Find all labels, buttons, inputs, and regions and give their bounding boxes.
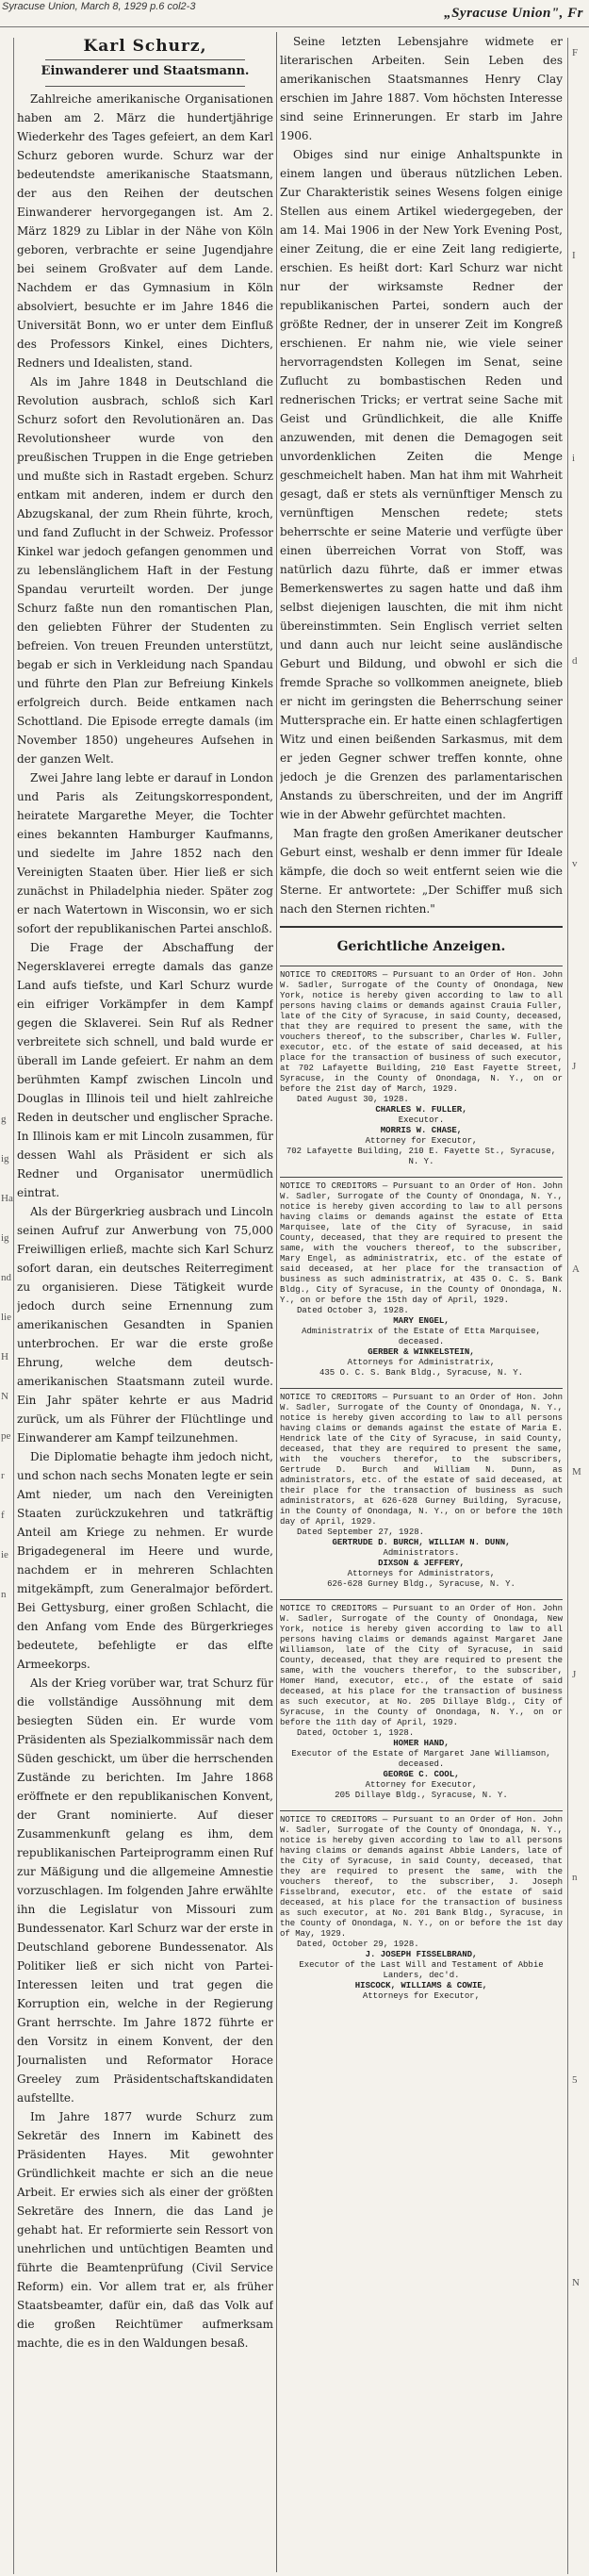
article-subtitle: Einwanderer und Staatsmann.: [41, 64, 250, 78]
notice-signer: J. JOSEPH FISSELBRAND,: [365, 1950, 478, 1959]
notice-signer-role: Executor of the Last Will and Testament of Abbie Landers, dec'd.: [299, 1960, 544, 1980]
article-paragraph: Die Frage der Abschaffung der Negersklaverei erregte damals das ganze Land aufs tiefste, und Karl Schurz wurde ein eifriger Vorkämpfer in dem Kampf gegen die Sklaverei. Sein Ruf als Redner verbreitete sich schnell, und bald wurde er überall im Lande gefeiert. Er nahm an dem berühmten Kampf zwischen Lincoln und Douglas in Illinois teil und hielt zahlreiche Reden in deutscher und englischer Sprache. In Illinois kam er mit Lincoln zusammen, für dessen Wahl als Präsident er sich als Redner und Organisator unermüdlich eintrat.: [17, 941, 273, 1199]
edge-text-fragment: n: [1, 1589, 7, 1600]
legal-notice: [280, 1599, 563, 1801]
article-paragraph: Die Diplomatie behagte ihm jedoch nicht, und schon nach sechs Monaten legte er sein Amt nieder, um nach den Vereinigten Staaten zurückzukehren und tatkräftig Anteil am Kriege zu nehmen. Er wurde Brigadegeneral im Heere und wurde, nachdem er in mehreren Schlachten mitgekämpft, zum Generalmajor befördert. Bei Gettysburg, einer großen Schlacht, die den Anfang vom Ende des Bürgerkrieges bedeutete, befehligte er das elfte Armeekorps.: [17, 1450, 273, 1671]
edge-text-fragment: A: [572, 1263, 580, 1275]
notice-attorney: MORRIS W. CHASE,: [380, 1126, 463, 1135]
notice-attorney-role: Attorneys for Executor,: [362, 1991, 481, 2001]
notice-date: Dated September 27, 1928.: [297, 1527, 425, 1537]
notice-signer-role: Executor of the Estate of Margaret Jane Williamson, deceased.: [291, 1749, 551, 1769]
edge-text-fragment: ig: [1, 1232, 9, 1244]
notice-attorney-role: Attorney for Executor,: [365, 1780, 478, 1790]
notice-date: Dated August 30, 1928.: [297, 1095, 409, 1104]
notice-body: NOTICE TO CREDITORS — Pursuant to an Order of Hon. John W. Sadler, Surrogate of the County of Onondaga, N. Y., notice is hereby given according to law to all persons having claims or demands against the estate of Etta Marquisee, late of the City of Syracuse, in said County, deceased, that they are required to present the same, with the vouchers thereof, to the subscriber, Mary Engel, as administratrix, etc. of the estate of said deceased, at her place for the transaction of business as such administratrix, at 435 O. C. S. Bank Bldg., City of Syracuse, in the County of Onondaga, N. Y., on or before the 15th day of April, 1929.: [280, 1181, 563, 1305]
notice-attorney-role: Attorneys for Administrators,: [347, 1569, 496, 1578]
edge-text-fragment: J: [572, 1061, 577, 1072]
notice-body: NOTICE TO CREDITORS — Pursuant to an Order of Hon. John W. Sadler, Surrogate of the County of Onondaga, New York, notice is hereby given according to law to all persons having claims or demands against Crauia Fuller, late of the City of Syracuse, in said County, deceased, that they are required to present the same, with the vouchers thereof, to the subscriber, Charles W. Fuller, executor, etc. of the estate of said deceased, at his place for the transaction of business of such executor, at 702 Lafayette Building, 210 East Fayette Street, Syracuse, in the County of Onondaga, N. Y., on or before the 21st day of March, 1929.: [280, 970, 563, 1094]
notice-attorney-role: Attorneys for Administratrix,: [347, 1358, 496, 1367]
edge-text-fragment: d: [572, 655, 578, 667]
edge-text-fragment: pe: [1, 1430, 11, 1442]
notice-date: Dated, October 29, 1928.: [297, 1940, 419, 1949]
notice-body: NOTICE TO CREDITORS — Pursuant to an Order of Hon. John W. Sadler, Surrogate of the County of Onondaga, New York, notice is hereby given according to law to all persons having claims or demands against Margaret Jane Williamson, late of the City of Syracuse, in said County, deceased, that they are required to present the same, with the vouchers therefor, to the subscriber, Homer Hand, executor, etc., of the estate of said deceased, at his place for the transaction of business as such executor, at No. 205 Dillaye Bldg., City of Syracuse, in the County of Onondaga, N. Y., on or before the 11th day of April, 1929.: [280, 1604, 563, 1727]
notice-attorney: GERBER & WINKELSTEIN,: [368, 1347, 475, 1357]
article-paragraph: Als im Jahre 1848 in Deutschland die Revolution ausbrach, schloß sich Karl Schurz sofort den Revolutionären an. Das Revolutionsheer wurde von den preußischen Truppen in die Enge getrieben und mußte sich in Rastadt ergeben. Schurz entkam mit anderen, indem er durch den Abzugskanal, der zum Rhein führte, kroch, und fand Zuflucht in der Schweiz. Professor Kinkel war jedoch gefangen genommen und zu lebenslänglichem Haft in der Festung Spandau verurteilt worden. Der junge Schurz faßte nun den romantischen Plan, den geliebten Führer der Studenten zu befreien. Von treuen Freunden unterstützt, begab er sich in Verkleidung nach Spandau und führte den Plan zur Befreiung Kinkels erfolgreich durch. Beide entkamen nach Schottland. Die Episode erregte damals (im November 1850) ungeheures Aufsehen in der ganzen Welt.: [17, 375, 273, 766]
article-paragraph: Als der Bürgerkrieg ausbrach und Lincoln seinen Aufruf zur Anwerbung von 75,000 Freiwilligen erließ, machte sich Karl Schurz sofort daran, ein deutsches Reiterregiment zu organisieren. Diese Tätigkeit wurde jedoch durch seine Ernennung zum amerikanischen Gesandten in Spanien unterbrochen. Er war die erste große Ehrung, welche dem deutsch-amerikanischen Staatsmann zuteil wurde. Ein Jahr später kehrte er aus Madrid zurück, um als Führer der Flüchtlinge und Einwanderer am Kampf teilzunehmen.: [17, 1205, 273, 1445]
page-header: [0, 0, 589, 27]
continuation-column: [280, 32, 563, 2572]
notice-signer: CHARLES W. FULLER,: [375, 1105, 467, 1115]
source-caption: Syracuse Union, March 8, 1929 p.6 col2-3: [2, 1, 196, 12]
notice-attorney: DIXSON & JEFFERY,: [378, 1559, 465, 1568]
edge-text-fragment: lie: [1, 1312, 11, 1323]
edge-text-fragment: Ha: [1, 1193, 13, 1204]
edge-text-fragment: J: [572, 1669, 577, 1680]
legal-notices-heading: Gerichtliche Anzeigen.: [336, 939, 506, 954]
article-column: [17, 32, 273, 2572]
edge-text-fragment: I: [572, 250, 576, 261]
article-paragraph: Seine letzten Lebensjahre widmete er literarischen Arbeiten. Sein Leben des amerikanischen Staatsmannes Henry Clay erschien im Jahre 1887. Vom höchsten Interesse sind seine Erinnerungen. Er starb im Jahre 1906.: [280, 35, 563, 142]
edge-text-fragment: H: [1, 1351, 8, 1362]
article-paragraph: Als der Krieg vorüber war, trat Schurz für die vollständige Aussöhnung mit dem besiegten Süden ein. Er wurde vom Präsidenten als Spezialkommissär nach dem Süden geschickt, um über die herrschenden Zustände zu berichten. Im Jahre 1868 eröffnete er den republikanischen Konvent, der Grant nominierte. Auf dieser Zusammenkunft gelang es ihm, dem republikanischen Parteiprogramm einen Ruf zur Mäßigung und die allgemeine Amnestie vorzuschlagen. Im folgenden Jahre erwählte ihn die Legislatur von Missouri zum Bundessenator. Karl Schurz war der erste in Deutschland geborene Bundessenator. Als Politiker ließ er sich nicht von Partei-Interessen leiten und trat gegen die Korruption ein, welche in der Regierung Grant herrschte. Im Jahre 1872 führte er den Vorsitz in einem Konvent, der den Journalisten und Reformator Horace Greeley zum Präsidentschaftskandidaten aufstellte.: [17, 1676, 273, 2105]
notice-body: NOTICE TO CREDITORS — Pursuant to an Order of Hon. John W. Sadler, Surrogate of the County of Onondaga, N. Y., notice is hereby given according to law to all persons having claims or demands against the estate of Maria E. Hendrick late of the City of Syracuse, in said County, deceased, that they are required to present the same, with the vouchers therefor, to the subscribers, Gertrude D. Burch and William N. Dunn, as administrators, etc. of the estate of said deceased, at their place for the transaction of business as such administrators, at 626-628 Gurney Building, Syracuse, in the County of Onondaga, N. Y., on or before the 10th day of April, 1929.: [280, 1393, 563, 1527]
notice-date: Dated October 3, 1928.: [297, 1306, 409, 1315]
edge-text-fragment: N: [572, 2277, 580, 2288]
edge-text-fragment: ig: [1, 1153, 9, 1164]
notice-body: NOTICE TO CREDITORS — Pursuant to an Order of Hon. John W. Sadler, Surrogate of the County of Onondaga, N. Y., notice is hereby given according to law to all persons having claims or demands against Abbie Landers, late of the City of Syracuse, in said County, deceased, that they are required to present the same, with the vouchers thereof, to the subscriber, J. Joseph Fisselbrand, executor, etc. of the estate of said deceased, at his place for the transaction of business as such executor, at No. 201 Bank Bldg., Syracuse, in the County of Onondaga, N. Y., on or before the 1st day of May, 1929.: [280, 1815, 563, 1939]
notice-date: Dated, October 1, 1928.: [297, 1728, 415, 1738]
notice-signer-role: Administratrix of the Estate of Etta Marquisee, deceased.: [302, 1327, 541, 1346]
edge-text-fragment: F: [572, 47, 579, 58]
notice-attorney: HISCOCK, WILLIAMS & COWIE,: [354, 1981, 488, 1990]
title-rule: [45, 59, 245, 60]
article-title: Karl Schurz,: [83, 37, 207, 56]
notice-address: 702 Lafayette Building, 210 E. Fayette St., Syracuse, N. Y.: [286, 1147, 557, 1166]
edge-text-fragment: ie: [1, 1549, 8, 1560]
notice-address: 626-628 Gurney Bldg., Syracuse, N. Y.: [327, 1579, 515, 1589]
notice-signer-role: Executor.: [398, 1115, 445, 1125]
notice-signer: GERTRUDE D. BURCH, WILLIAM N. DUNN,: [332, 1538, 511, 1547]
newspaper-masthead: „Syracuse Union", Fr: [444, 6, 583, 21]
notice-attorney: GEORGE C. COOL,: [383, 1770, 460, 1779]
article-closing-paragraph: Man fragte den großen Amerikaner deutscher Geburt einst, weshalb er denn immer für Ideale kämpfe, die doch so weit entfernt seien wie die Sterne. Er antwortete: „Der Schiffer muß sich nach den Sternen richten.": [280, 827, 563, 916]
notice-address: 435 O. C. S. Bank Bldg., Syracuse, N. Y.: [319, 1368, 524, 1378]
notice-address: 205 Dillaye Bldg., Syracuse, N. Y.: [335, 1791, 508, 1800]
edge-text-fragment: n: [572, 1872, 578, 1883]
edge-text-fragment: M: [572, 1466, 581, 1478]
article-paragraph: Im Jahre 1877 wurde Schurz zum Sekretär des Innern im Kabinett des Präsidenten Hayes. Mit gewohnter Gründlichkeit machte er sich an die neue Arbeit. Er erwies sich als einer der größten Sekretäre des Innern, die das Land je gehabt hat. Er reformierte sein Ressort von unehrlichen und untüchtigen Beamten und führte die Beamtenprüfung (Civil Service Reform) ein. Vor allem trat er, als früher Staatsbeamter, dafür ein, daß das Volk auf die großen Reichtümer aufmerksam machte, die es in den Waldungen besaß.: [17, 2110, 273, 2350]
column-divider: [276, 32, 277, 2572]
edge-text-fragment: nd: [1, 1272, 11, 1283]
notice-signer-role: Administrators.: [383, 1548, 460, 1558]
legal-notice: [280, 966, 563, 1167]
notice-signer: MARY ENGEL,: [393, 1316, 450, 1326]
edge-text-fragment: i: [572, 453, 576, 464]
article-paragraph: Zahlreiche amerikanische Organisationen haben am 2. März die hundertjährige Wiederkehr des Tages gefeiert, an dem Karl Schurz geboren wurde. Schurz war der bedeutendste amerikanische Staatsmann, der aus den Reihen der deutschen Einwanderer hervorgegangen ist. Am 2. März 1829 zu Liblar in der Nähe von Köln geboren, verbrachte er seine Jugendjahre bei seinem Großvater auf dem Lande. Nachdem er das Gymnasium in Köln absolviert, besuchte er im Jahre 1846 die Universität Bonn, wo er unter dem Einfluß des Professors Kinkel, eines Dichters, Redners und Idealisten, stand.: [17, 92, 273, 370]
right-edge-column-fragment: [567, 38, 589, 2574]
notice-attorney-role: Attorney for Executor,: [365, 1136, 478, 1146]
subtitle-rule: [45, 86, 245, 87]
left-edge-column-fragment: [0, 38, 14, 2574]
article-paragraph: Zwei Jahre lang lebte er darauf in London und Paris als Zeitungskorrespondent, heiratete Margarethe Meyer, die Tochter eines bekannten Hamburger Kaufmanns, und siedelte im Jahre 1852 nach den Vereinigten Staaten über. Hier ließ er sich zunächst in Philadelphia nieder. Später zog er nach Watertown in Wisconsin, wo er sich sofort der republikanischen Partei anschloß.: [17, 771, 273, 935]
edge-text-fragment: N: [1, 1391, 8, 1402]
edge-text-fragment: g: [1, 1114, 7, 1125]
legal-notice: [280, 1810, 563, 2002]
article-paragraph: Obiges sind nur einige Anhaltspunkte in einem langen und überaus nützlichen Leben. Zur Charakteristik seines Wesens folgen einige Stellen aus einem Artikel wiedergegeben, der am 14. Mai 1906 in der New York Evening Post, einer Zeitung, die er eine Zeit lang redigierte, erschien. Es heißt dort: Karl Schurz war nicht nur der wirksamste Redner der republikanischen Partei, sondern auch der größte Redner, der in unserer Zeit im Kongreß erschienen. Er nahm nie, wie viele seiner hervorragendsten Kollegen im Senat, seine Zuflucht zu bombastischen Reden und rednerischen Tricks; er vertrat seine Sache mit Geist und Gründlichkeit, die alle Kniffe anzuwenden, mit denen die Demagogen seit unvordenklichen Zeiten die Menge geschmeichelt haben. Man hat ihm mit Wahrheit gesagt, daß er stets als vernünftiger Mensch zu vernünftigen Menschen redete; stets beherrschte er seine Materie und verfügte über einen überreichen Vorrat von Stoff, was natürlich dazu führte, daß er immer etwas Bemerkenswertes zu sagen hatte und daß ihm selbst diejenigen lauschten, die mit ihm nicht übereinstimmten. Sein Englisch verriet selten und dann auch nur leicht seine ausländische Geburt und Bildung, und obwohl er sich die fremde Sprache so vollkommen aneignete, blieb er nicht im geringsten die Beherrschung seiner Muttersprache ein. Er hatte einen schlagfertigen Witz und einen beißenden Sarkasmus, mit dem er jeden Gegner schwer treffen konnte, ohne jedoch je die Grenzen des parlamentarischen Anstands zu überschreiten, und der im Angriff wie in der Abwehr gefürchtet machten.: [280, 148, 563, 821]
edge-text-fragment: v: [572, 858, 578, 869]
section-rule: [280, 926, 563, 928]
edge-text-fragment: 5: [572, 2074, 578, 2086]
notice-signer: HOMER HAND,: [393, 1739, 450, 1748]
legal-notice: [280, 1177, 563, 1379]
legal-notice: [280, 1388, 563, 1590]
edge-text-fragment: r: [1, 1470, 5, 1481]
edge-text-fragment: f: [1, 1510, 5, 1521]
